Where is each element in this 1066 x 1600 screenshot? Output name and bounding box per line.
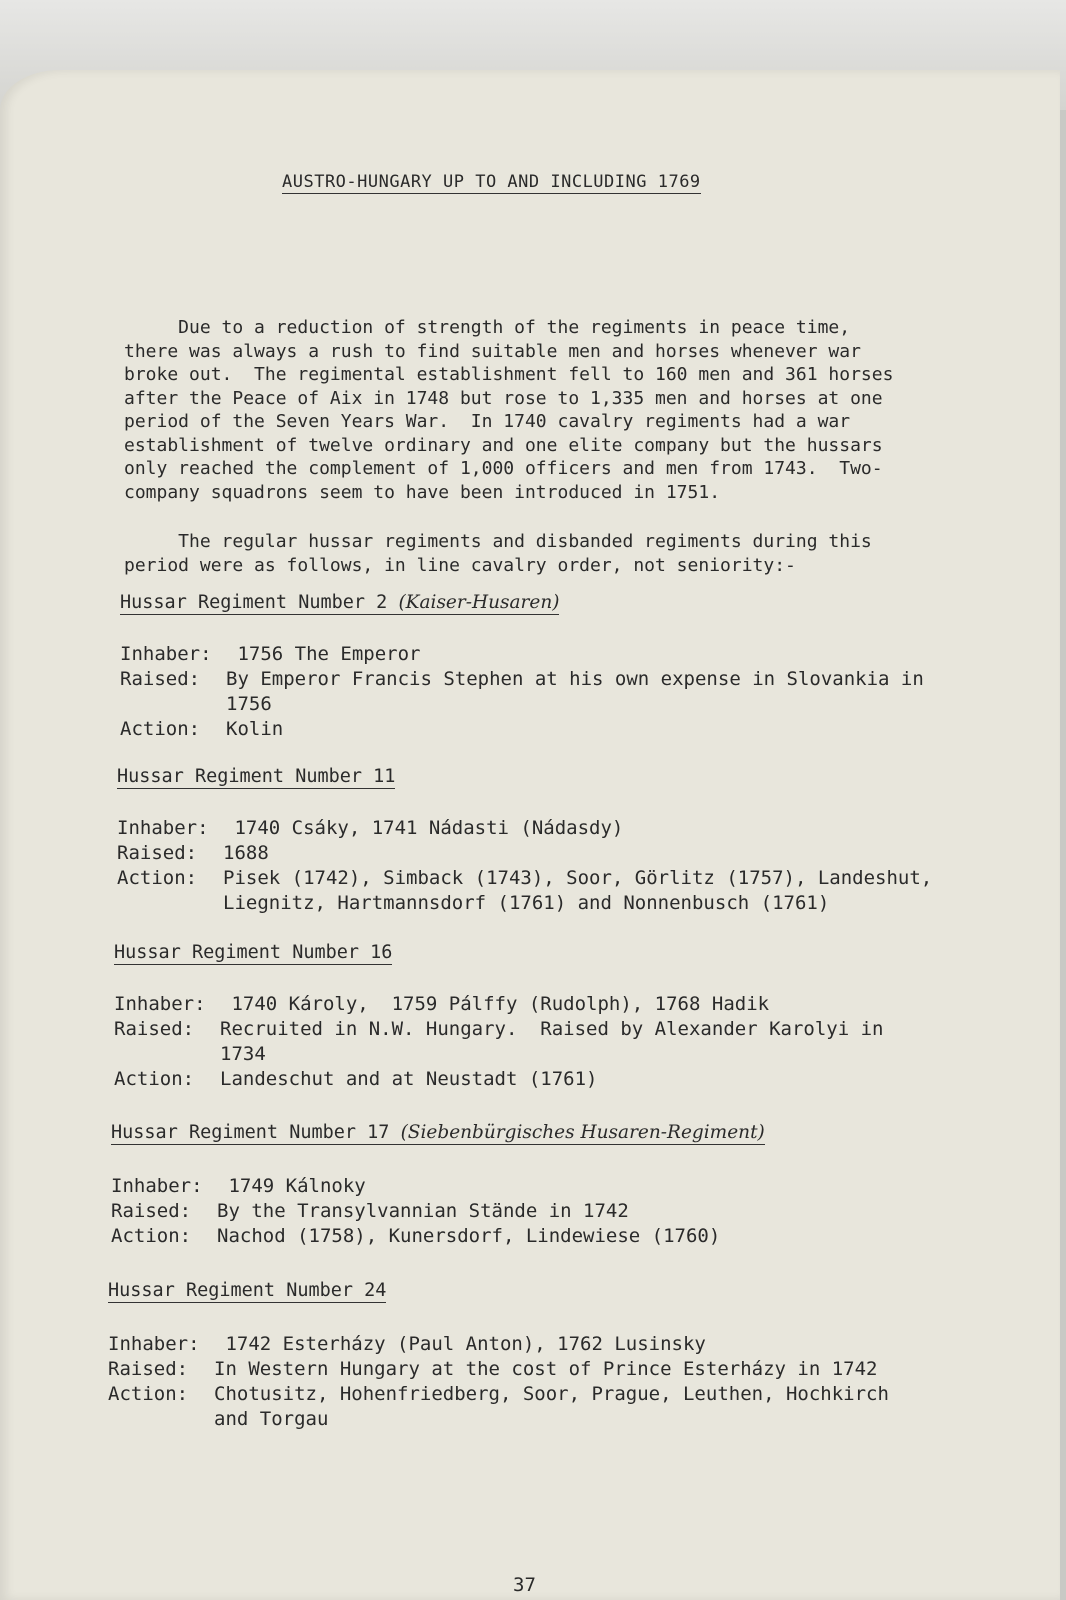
inhaber-value: 1756 The Emperor	[226, 643, 421, 665]
action-value: Landeschut and at Neustadt (1761)	[220, 1068, 598, 1090]
action-value: Chotusitz, Hohenfriedberg, Soor, Prague, Leuthen, Hochkirch and Torgau	[214, 1383, 889, 1430]
regiment-heading-text: Hussar Regiment Number 16	[114, 942, 393, 963]
regiment-entry	[120, 642, 924, 742]
inhaber-label: Inhaber:	[117, 817, 209, 839]
inhaber-label: Inhaber:	[111, 1175, 203, 1197]
regiment-heading	[120, 592, 559, 615]
raised-value: 1688	[223, 842, 269, 864]
second-paragraph: The regular hussar regiments and disbanded regiments during this period were as follows, in line cavalry order, not seniority:-	[124, 531, 872, 576]
page-title: AUSTRO-HUNGARY UP TO AND INCLUDING 1769	[282, 172, 701, 192]
inhaber-value: 1742 Esterházy (Paul Anton), 1762 Lusinsky	[214, 1333, 706, 1355]
action-label: Action:	[120, 718, 201, 740]
regiment-subtitle: (Siebenbürgisches Husaren-Regiment)	[400, 1122, 765, 1143]
raised-label: Raised:	[114, 1018, 195, 1040]
raised-label: Raised:	[111, 1200, 192, 1222]
raised-value: Recruited in N.W. Hungary. Raised by Alexander Karolyi in 1734	[220, 1018, 884, 1065]
regiment-entry	[114, 992, 883, 1092]
action-label: Action:	[114, 1068, 195, 1090]
regiment-heading	[117, 766, 395, 789]
regiment-entry	[117, 816, 932, 916]
inhaber-label: Inhaber:	[120, 643, 212, 665]
regiment-entry	[108, 1332, 889, 1432]
raised-value: In Western Hungary at the cost of Prince Esterházy in 1742	[214, 1358, 878, 1380]
regiment-heading	[111, 1122, 765, 1145]
action-label: Action:	[108, 1383, 189, 1405]
intro-paragraph: Due to a reduction of strength of the regiments in peace time, there was always a rush to find suitable men and horses whenever war broke out. The regimental establishment fell to 160 men and 361 horses after the Peace of Aix in 1748 but rose to 1,335 men and horses at one period of the Seven Years War. In 1740 cavalry regiments had a war establishment of twelve ordinary and one elite company but the hussars only reached the complement of 1,000 officers and men from 1743. Two- company squadrons seem to have been introduced in 1751.	[124, 317, 894, 503]
regiment-heading	[114, 942, 392, 965]
regiment-entry	[111, 1174, 720, 1249]
raised-label: Raised:	[120, 668, 201, 690]
action-value: Nachod (1758), Kunersdorf, Lindewiese (1760)	[217, 1225, 721, 1247]
regiment-heading-text: Hussar Regiment Number 2	[120, 592, 388, 613]
regiment-heading	[108, 1280, 386, 1303]
inhaber-value: 1740 Károly, 1759 Pálffy (Rudolph), 1768 Hadik	[220, 993, 770, 1015]
regiment-heading-text: Hussar Regiment Number 24	[108, 1280, 387, 1301]
regiment-subtitle: (Kaiser-Husaren)	[398, 592, 560, 613]
action-value: Kolin	[226, 718, 284, 740]
action-label: Action:	[117, 867, 198, 889]
raised-value: By Emperor Francis Stephen at his own expense in Slovankia in 1756	[226, 668, 924, 715]
raised-label: Raised:	[108, 1358, 189, 1380]
regiment-heading-text: Hussar Regiment Number 17	[111, 1122, 390, 1143]
inhaber-value: 1740 Csáky, 1741 Nádasti (Nádasdy)	[223, 817, 624, 839]
raised-label: Raised:	[117, 842, 198, 864]
inhaber-label: Inhaber:	[114, 993, 206, 1015]
action-value: Pisek (1742), Simback (1743), Soor, Görlitz (1757), Landeshut, Liegnitz, Hartmannsdorf (1761) and Nonnenbusch (1761)	[223, 867, 933, 914]
inhaber-label: Inhaber:	[108, 1333, 200, 1355]
page-number: 37	[513, 1574, 536, 1596]
regiment-heading-text: Hussar Regiment Number 11	[117, 766, 396, 787]
action-label: Action:	[111, 1225, 192, 1247]
inhaber-value: 1749 Kálnoky	[217, 1175, 366, 1197]
raised-value: By the Transylvannian Stände in 1742	[217, 1200, 629, 1222]
